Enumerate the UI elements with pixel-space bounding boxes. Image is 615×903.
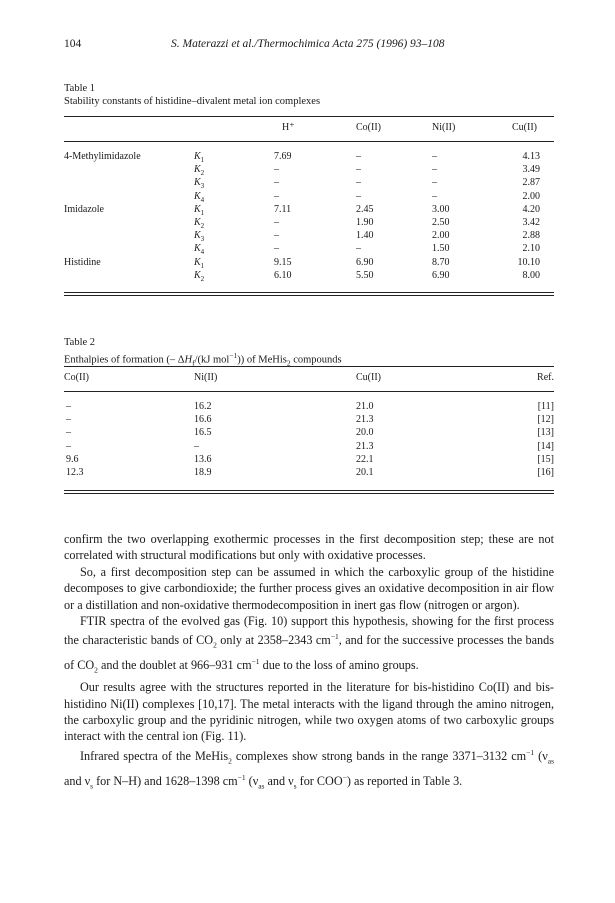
table1-col-header: Co(II) (356, 122, 381, 133)
page-header (64, 38, 554, 54)
body-text (64, 531, 554, 795)
table2-col-header: Ni(II) (194, 372, 218, 383)
table1-col-header: Cu(II) (512, 122, 537, 133)
table2-value-cell: 13.6 (194, 453, 212, 465)
table1-value-cell: – (356, 190, 361, 202)
table1-value-cell: – (274, 243, 279, 255)
table1-value-cell: 10.10 (517, 256, 540, 268)
table1-value-cell: 4.13 (522, 151, 540, 162)
table2-header-rule (64, 391, 554, 392)
page-number: 104 (64, 38, 82, 50)
table2-value-cell: – (66, 401, 71, 412)
table1-value-cell: 2.10 (522, 243, 540, 255)
paragraph-4: Our results agree with the structures reported in the literature for bis-histidino Co(II) and bis-histidino Ni(II) complexes [10,17]. The metal interacts with the ligand through the amino nitrogen, the carboxylic group and the pyridinic nitrogen, while two oxygen atoms of two carboxylic groups interact with the central ion (Fig. 11). (64, 680, 554, 744)
table1-title: Stability constants of histidine–divalent metal ion complexes (64, 96, 321, 107)
table1-value-cell: – (356, 243, 361, 255)
table2-value-cell: 21.0 (356, 401, 374, 412)
table1-caption (64, 82, 320, 108)
table1-value-cell: 8.70 (432, 256, 450, 268)
table1-value-cell: 5.50 (356, 269, 374, 281)
table1-value-cell: – (356, 177, 361, 189)
table1-bottom-rule (64, 292, 554, 296)
table1-value-cell: 6.10 (274, 269, 292, 281)
paragraph-3: FTIR spectra of the evolved gas (Fig. 10) support this hypothesis, showing for the first process the characteristic bands of $CO_2$ only at 2358–2343 $cm^{-1}$, and for the successive processes the bands of $CO_2$ and the doublet at 966–931 $cm^{-1}$ due to the loss of amino groups. (64, 614, 554, 675)
table1-constant-cell: $K_4$ (194, 243, 205, 257)
table2-value-cell: 12.3 (66, 467, 84, 478)
table1-value-cell: – (274, 217, 279, 228)
table1-col-header: Ni(II) (432, 122, 456, 133)
table1-value-cell: – (356, 151, 361, 162)
table1-top-rule (64, 116, 554, 117)
table1-value-cell: 1.90 (356, 217, 374, 228)
table1-constant-cell: $K_1$ (194, 203, 205, 217)
table2-col-header: Cu(II) (356, 372, 381, 383)
table1-constant-cell: $K_1$ (194, 256, 205, 270)
table2-value-cell: [14] (537, 440, 554, 452)
table1-value-cell: – (274, 164, 279, 176)
table2-caption (64, 336, 342, 370)
table2-value-cell: [13] (537, 427, 554, 439)
table1-value-cell: 2.87 (522, 177, 540, 189)
table2-title: Enthalpies of formation (– $\Delta H_f/(kJ$ mol$^{-1}$)) of MeHis$_2$ compounds (64, 351, 342, 368)
table1-value-cell: – (274, 177, 279, 189)
table1-value-cell: 7.11 (274, 203, 292, 215)
table1-value-cell: 8.00 (522, 269, 540, 281)
table1-constant-cell: $K_2$ (194, 269, 205, 283)
table2-value-cell: [15] (537, 453, 554, 465)
table1-value-cell: 6.90 (432, 269, 450, 281)
table1-col-header: H⁺ (282, 122, 295, 133)
table1-value-cell: 2.45 (356, 203, 374, 215)
table2-value-cell: [16] (537, 467, 554, 478)
table2-value-cell: [12] (537, 414, 554, 426)
table1-ligand-cell: 4-Methylimidazole (64, 151, 141, 162)
table1-value-cell: 2.50 (432, 217, 450, 228)
table1-value-cell: 6.90 (356, 256, 374, 268)
table1-value-cell: 3.00 (432, 203, 450, 215)
table2-value-cell: – (66, 414, 71, 426)
paragraph-1: confirm the two overlapping exothermic processes in the first decomposition step; these are not correlated with structural modifications but only with oxidative processes. (64, 532, 554, 563)
table1-header-rule (64, 141, 554, 142)
table1-value-cell: 1.40 (356, 230, 374, 242)
table2-value-cell: 16.6 (194, 414, 212, 426)
paragraph-2: So, a first decomposition step can be assumed in which the carboxylic group of the histidine decomposes to give carbondioxide; the further process gives an oxidative decomposition in air flow or a distillation and non-oxidative thermodecomposition in inert gas flow (nitrogen or argon). (64, 564, 554, 612)
paragraph-5: Infrared spectra of the MeHis$_2$ complexes show strong bands in the range 3371–3132 $cm^{-1}$ ($\nu_{as}$ and $\nu_s$ for N–H) and 1628–1398 $cm^{-1}$ ($\nu_{as}$ and $\nu_s$ for COO−) as reported in Table 3. (64, 747, 554, 791)
table2-value-cell: 21.3 (356, 414, 374, 426)
table2-value-cell: – (66, 440, 71, 452)
table1-value-cell: 9.15 (274, 256, 292, 268)
table1-constant-cell: $K_4$ (194, 190, 205, 204)
table1-value-cell: 2.00 (522, 190, 540, 202)
table2-bottom-rule (64, 490, 554, 494)
table2-label: Table 2 (64, 337, 96, 348)
table1-value-cell: 2.88 (522, 230, 540, 242)
table2-col-header: Ref. (537, 372, 554, 383)
table1 (64, 116, 554, 298)
table1-value-cell: 7.69 (274, 151, 292, 162)
table1-value-cell: – (274, 190, 279, 202)
table2-top-rule (64, 366, 554, 367)
table2-value-cell: – (194, 440, 199, 452)
table1-value-cell: – (432, 151, 437, 162)
table2-value-cell: 20.0 (356, 427, 374, 439)
running-head: S. Materazzi et al./Thermochimica Acta 275 (1996) 93–108 (171, 38, 445, 50)
table2-col-header: Co(II) (64, 372, 89, 383)
table1-value-cell: 1.50 (432, 243, 450, 255)
table2-value-cell: [11] (537, 401, 554, 412)
table1-value-cell: 2.00 (432, 230, 450, 242)
table1-value-cell: – (274, 230, 279, 242)
table2-value-cell: 21.3 (356, 440, 374, 452)
table2-value-cell: 18.9 (194, 467, 212, 478)
table1-value-cell: 3.49 (522, 164, 540, 176)
table1-constant-cell: $K_1$ (194, 151, 205, 164)
table1-constant-cell: $K_2$ (194, 217, 205, 230)
table1-value-cell: – (432, 164, 437, 176)
table1-ligand-cell: Imidazole (64, 203, 104, 215)
table1-ligand-cell: Histidine (64, 256, 101, 268)
table1-label: Table 1 (64, 83, 96, 94)
table1-value-cell: 4.20 (522, 203, 540, 215)
table1-constant-cell: $K_2$ (194, 164, 205, 178)
table2-value-cell: 20.1 (356, 467, 374, 478)
table1-value-cell: – (356, 164, 361, 176)
table1-value-cell: – (432, 190, 437, 202)
table2-value-cell: 9.6 (66, 453, 79, 465)
table1-value-cell: – (432, 177, 437, 189)
table2-value-cell: 16.5 (194, 427, 212, 439)
table2-value-cell: 22.1 (356, 453, 374, 465)
table2 (64, 366, 554, 496)
table1-constant-cell: $K_3$ (194, 230, 205, 244)
table2-value-cell: – (66, 427, 71, 439)
table1-constant-cell: $K_3$ (194, 177, 205, 191)
table1-value-cell: 3.42 (522, 217, 540, 228)
table2-value-cell: 16.2 (194, 401, 212, 412)
